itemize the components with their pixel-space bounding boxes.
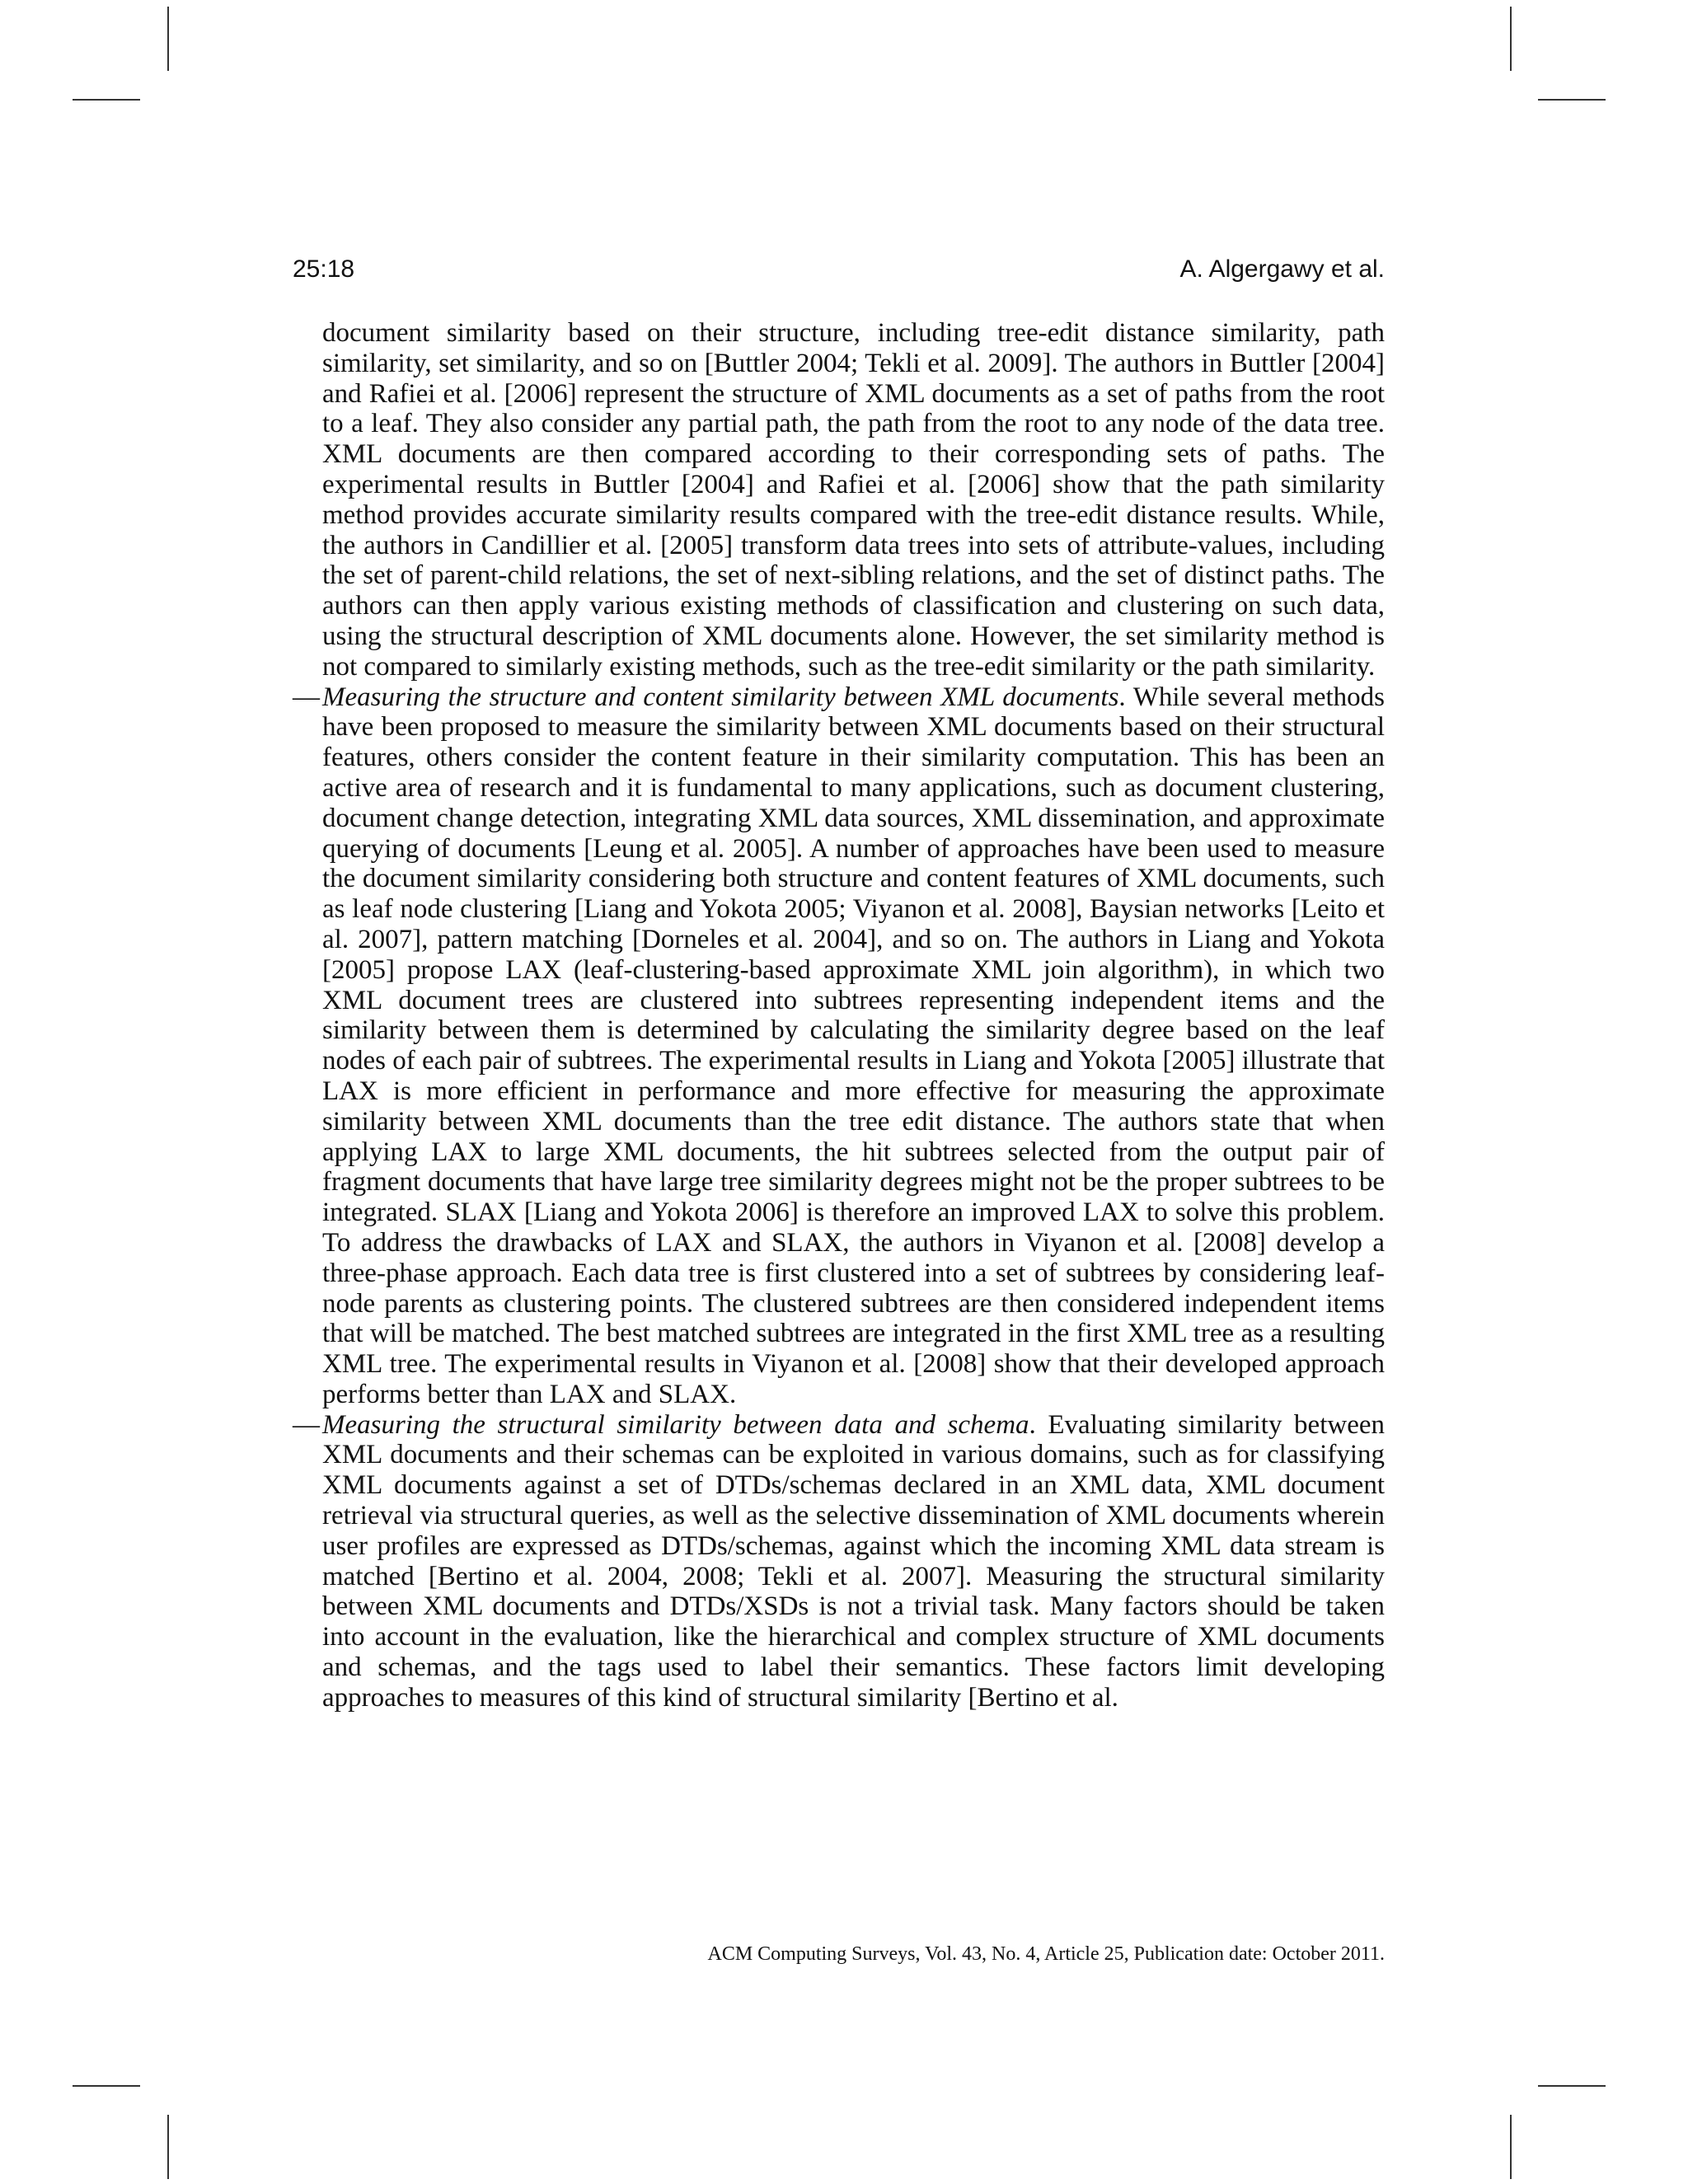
crop-mark-bottom-left-horizontal — [73, 2085, 140, 2087]
footer-citation: ACM Computing Surveys, Vol. 43, No. 4, Article 25, Publication date: October 2011. — [707, 1943, 1385, 1965]
crop-mark-top-left-horizontal — [73, 99, 140, 101]
list-item — [293, 682, 1385, 1410]
em-dash: — — [293, 1409, 320, 1440]
item-title: Measuring the structure and content similarity between XML documents — [322, 682, 1119, 712]
paragraph-continuation: document similarity based on their structure, including tree-edit distance similarity, path similarity, set similarity, and so on [Buttler 2004; Tekli et al. 2009]. The authors in Buttler [2004] and Rafiei et al. [2006] represent the structure of XML documents as a set of paths from the root to a leaf. They also consider any partial path, the path from the root to any node of the data tree. XML documents are then compared according to their corresponding sets of paths. The experimental results in Buttler [2004] and Rafiei et al. [2006] show that the path similarity method provides accurate similarity results compared with the tree-edit distance results. While, the authors in Candillier et al. [2005] transform data trees into sets of attribute-values, including the set of parent-child relations, the set of next-sibling relations, and the set of distinct paths. The authors can then apply various existing methods of classification and clustering on such data, using the structural description of XML documents alone. However, the set similarity method is not compared to similarly existing methods, such as the tree-edit similarity or the path similarity. — [322, 318, 1385, 682]
crop-mark-top-right-vertical — [1510, 7, 1512, 71]
page-number: 25:18 — [293, 255, 355, 283]
crop-mark-top-right-horizontal — [1538, 99, 1606, 101]
item-text: . Evaluating similarity between XML documents and their schemas can be exploited in various domains, such as for classifying XML documents against a set of DTDs/schemas declared in an XML data, XML document retrieval via structural queries, as well as the selective dissemination of XML documents wherein user profiles are expressed as DTDs/schemas, against which the incoming XML data stream is matched [Bertino et al. 2004, 2008; Tekli et al. 2007]. Measuring the structural similarity between XML documents and DTDs/XSDs is not a trivial task. Many factors should be taken into account in the evaluation, like the hierarchical and complex structure of XML documents and schemas, and the tags used to label their semantics. These factors limit developing approaches to measures of this kind of structural similarity [Bertino et al. — [322, 1409, 1386, 1713]
item-title: Measuring the structural similarity between data and schema — [322, 1409, 1029, 1440]
header-authors: A. Algergawy et al. — [1179, 255, 1385, 283]
item-text: . While several methods have been proposed to measure the similarity between XML documents based on their structural features, others consider the content feature in their similarity computation. This has been an active area of research and it is fundamental to many applications, such as document clustering, document change detection, integrating XML data sources, XML dissemination, and approximate querying of documents [Leung et al. 2005]. A number of approaches have been used to measure the document similarity considering both structure and content features of XML documents, such as leaf node clustering [Liang and Yokota 2005; Viyanon et al. 2008], Baysian networks [Leito et al. 2007], pattern matching [Dorneles et al. 2004], and so on. The authors in Liang and Yokota [2005] propose LAX (leaf-clustering-based approximate XML join algorithm), in which two XML document trees are clustered into subtrees representing independent items and the similarity between them is determined by calculating the similarity degree based on the leaf nodes of each pair of subtrees. The experimental results in Liang and Yokota [2005] illustrate that LAX is more efficient in performance and more effective for measuring the approximate similarity between XML documents than the tree edit distance. The authors state that when applying LAX to large XML documents, the hit subtrees selected from the output pair of fragment documents that have large tree similarity degrees might not be the proper subtrees to be integrated. SLAX [Liang and Yokota 2006] is therefore an improved LAX to solve this problem. To address the drawbacks of LAX and SLAX, the authors in Viyanon et al. [2008] develop a three-phase approach. Each data tree is first clustered into a set of subtrees by considering leaf-node parents as clustering points. The clustered subtrees are then considered independent items that will be matched. The best matched subtrees are integrated in the first XML tree as a resulting XML tree. The experimental results in Viyanon et al. [2008] show that their developed approach performs better than LAX and SLAX. — [322, 682, 1385, 1409]
em-dash: — — [293, 682, 320, 712]
list-item — [293, 1410, 1385, 1713]
crop-mark-top-left-vertical — [167, 7, 169, 71]
crop-mark-bottom-left-vertical — [167, 2115, 169, 2179]
crop-mark-bottom-right-vertical — [1510, 2115, 1512, 2179]
main-text — [293, 318, 1385, 1713]
crop-mark-bottom-right-horizontal — [1538, 2085, 1606, 2087]
running-header — [293, 249, 1385, 290]
